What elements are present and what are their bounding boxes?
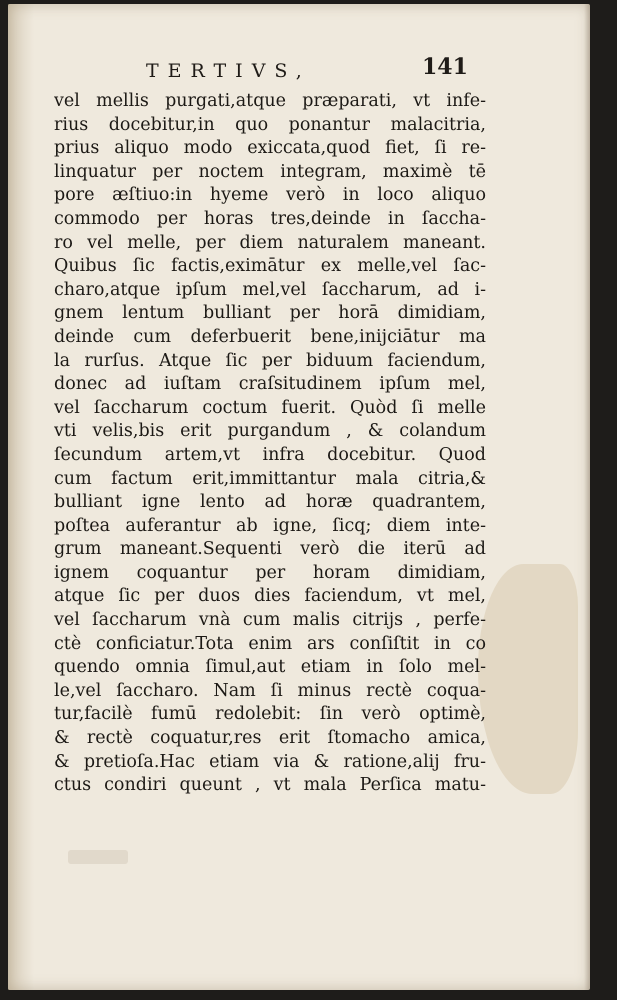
text-line: charo,atque ipſum mel,vel ſaccharum, ad i- xyxy=(54,279,486,300)
text-line: & pretioſa.Hac etiam via & ratione,alij fru- xyxy=(54,751,486,772)
text-line: grum maneant.Sequenti verò die iterū ad xyxy=(54,539,486,560)
text-line: vti velis,bis erit purgandum , & colandum xyxy=(54,421,486,442)
text-line: tur,facilè fumū redolebit: ſin verò optimè, xyxy=(54,704,486,725)
text-line: rius docebitur,in quo ponantur malacitria, xyxy=(54,114,486,135)
text-line: poſtea auferantur ab igne, ſicq; diem inte- xyxy=(54,515,486,536)
text-line: vel ſaccharum coctum fuerit. Quòd ſi melle xyxy=(54,397,486,418)
text-line: cum factum erit,immittantur mala citria,& xyxy=(54,468,486,489)
text-line: deinde cum deferbuerit bene,inijciātur ma xyxy=(54,326,486,347)
text-line: quendo omnia ſimul,aut etiam in ſolo mel- xyxy=(54,657,486,678)
text-line: commodo per horas tres,deinde in ſaccha- xyxy=(54,208,486,229)
text-line: ro vel melle, per diem naturalem maneant. xyxy=(54,232,486,253)
text-line: vel mellis purgati,atque præparati, vt infe- xyxy=(54,91,486,111)
water-stain xyxy=(478,564,578,794)
text-line: vel ſaccharum vnà cum malis citrijs , perfe- xyxy=(54,610,486,631)
page-edge-shadow xyxy=(584,4,590,990)
text-line: linquatur per noctem integram, maximè tē xyxy=(54,161,486,182)
text-line: pore æſtiuo:in hyeme verò in loco aliquo xyxy=(54,185,486,206)
text-line: ctus condiri queunt , vt mala Perſica matu- xyxy=(54,775,486,796)
text-line: donec ad iuſtam craſsitudinem ipſum mel, xyxy=(54,374,486,395)
book-page xyxy=(8,4,590,990)
text-line: bulliant igne lento ad horæ quadrantem, xyxy=(54,492,486,513)
body-text xyxy=(54,90,486,798)
text-line: gnem lentum bulliant per horā dimidiam, xyxy=(54,303,486,324)
text-line: Quibus ſic factis,eximātur ex melle,vel ſac- xyxy=(54,256,486,277)
text-line: le,vel ſaccharo. Nam ſi minus rectè coqua- xyxy=(54,680,486,701)
running-head: TERTIVS, xyxy=(146,60,311,82)
text-line: prius aliquo modo exiccata,quod fiet, ſi re- xyxy=(54,138,486,159)
page-number: 141 xyxy=(422,54,468,80)
spine-shadow xyxy=(8,4,34,990)
text-line: atque ſic per duos dies faciendum, vt mel, xyxy=(54,586,486,607)
text-line: & rectè coquatur,res erit ſtomacho amica, xyxy=(54,728,486,749)
text-line: ctè conficiatur.Tota enim ars conſiſtit in co xyxy=(54,633,486,654)
text-line: la rurſus. Atque ſic per biduum faciendum, xyxy=(54,350,486,371)
faded-show-through xyxy=(68,850,128,864)
text-line: ignem coquantur per horam dimidiam, xyxy=(54,562,486,583)
text-line: ſecundum artem,vt infra docebitur. Quod xyxy=(54,444,486,465)
